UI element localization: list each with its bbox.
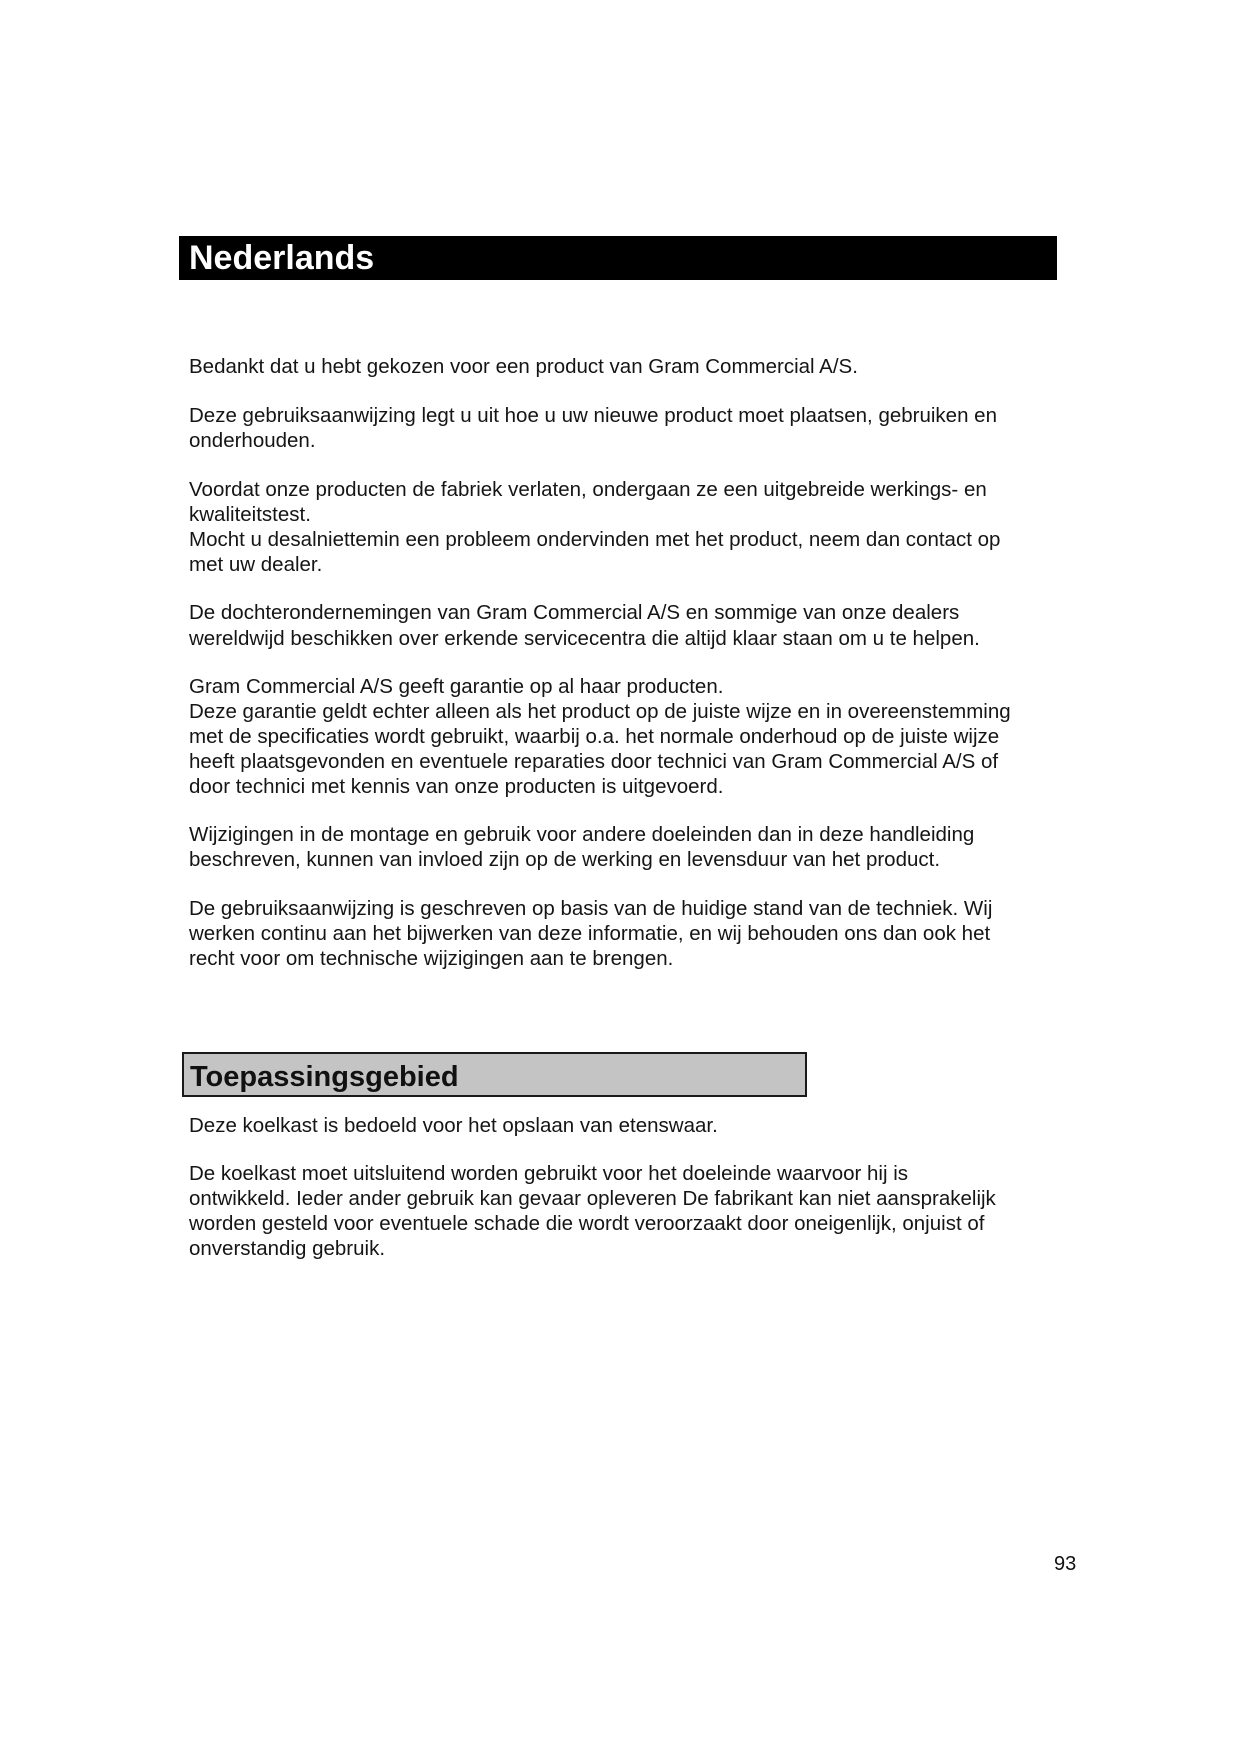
paragraph-modifications: Wijzigingen in de montage en gebruik voor andere doeleinden dan in deze handleiding beschreven, kunnen van invloed zijn op de werking en levensduur van het product. — [189, 823, 975, 871]
paragraph-intended-use: Deze koelkast is bedoeld voor het opslaan van etenswaar. — [189, 1114, 718, 1137]
section-header-nederlands — [179, 236, 1057, 280]
paragraph-service-centers: De dochterondernemingen van Gram Commercial A/S en sommige van onze dealers wereldwijd beschikken over erkende servicecentra die altijd klaar staan om u te helpen. — [189, 601, 980, 650]
paragraph-thanks: Bedankt dat u hebt gekozen voor een product van Gram Commercial A/S. — [189, 355, 858, 378]
page-number: 93 — [1054, 1553, 1077, 1575]
paragraph-warranty: Gram Commercial A/S geeft garantie op al haar producten. Deze garantie geldt echter alleen als het product op de juiste wijze en in overeenstemming met de specificaties wordt gebruikt, waarbij o.a. het normale onderhoud op de juiste wijze heeft plaatsgevonden en eventuele reparaties door technici van Gram Commercial A/S of door technici met kennis van onze producten is uitgevoerd. — [189, 675, 1011, 798]
section-header-toepassingsgebied — [182, 1052, 807, 1097]
section-title: Toepassingsgebied — [190, 1061, 459, 1093]
section-title: Nederlands — [189, 239, 375, 277]
paragraph-liability: De koelkast moet uitsluitend worden gebruikt voor het doeleinde waarvoor hij is ontwikkeld. Ieder ander gebruik kan gevaar opleveren De fabrikant kan niet aansprakelijk worden gesteld voor eventuele schade die wordt veroorzaakt door oneigenlijk, onjuist of onverstandig gebruik. — [189, 1162, 996, 1260]
paragraph-manual-purpose: Deze gebruiksaanwijzing legt u uit hoe u uw nieuwe product moet plaatsen, gebruiken en onderhouden. — [189, 404, 997, 452]
paragraph-technical-changes: De gebruiksaanwijzing is geschreven op basis van de huidige stand van de techniek. Wij werken continu aan het bijwerken van deze informatie, en wij behouden ons dan ook het recht voor om technische wijzigingen aan te brengen. — [189, 897, 993, 970]
paragraph-quality-test: Voordat onze producten de fabriek verlaten, ondergaan ze een uitgebreide werkings- en kwaliteitstest. Mocht u desalniettemin een probleem ondervinden met het product, neem dan contact op met uw dealer. — [189, 478, 1001, 576]
